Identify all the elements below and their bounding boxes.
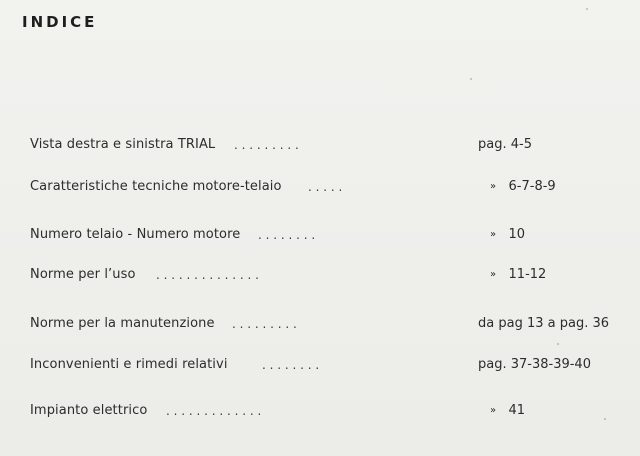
toc-entry-pages xyxy=(478,313,609,336)
toc-entry xyxy=(0,134,640,156)
toc-entry-page-numbers: pag. 4-5 xyxy=(478,137,532,152)
toc-entry-label: Norme per la manutenzione xyxy=(30,316,215,331)
leader-dots: . . . . . . . . xyxy=(258,228,316,242)
toc-entry-label: Inconvenienti e rimedi relativi xyxy=(30,357,228,372)
toc-entry xyxy=(0,264,640,286)
toc-entry-page-numbers: 6-7-8-9 xyxy=(508,179,556,194)
toc-entry-page-numbers: da pag 13 a pag. 36 xyxy=(478,316,610,331)
toc-entry-label: Impianto elettrico xyxy=(30,403,148,418)
toc-entry-label: Caratteristiche tecniche motore-telaio xyxy=(30,179,282,194)
toc-entry-pages xyxy=(490,176,556,199)
leader-dots: . . . . . . . . . . . . . . xyxy=(156,268,259,282)
toc-entry-page-numbers: 11-12 xyxy=(508,267,547,282)
leader-dots: . . . . . . . . . xyxy=(234,138,299,152)
ditto-mark: » xyxy=(490,405,497,416)
toc-entry-pages xyxy=(478,354,591,377)
leader-dots: . . . . . . . . . . . . . xyxy=(166,404,262,418)
paper-speck xyxy=(557,343,559,345)
toc-entry-pages xyxy=(478,134,532,157)
toc-entry xyxy=(0,176,640,198)
paper-speck xyxy=(470,78,472,80)
paper-speck xyxy=(604,418,606,420)
leader-dots: . . . . . . . . xyxy=(262,358,320,372)
paper-speck xyxy=(586,8,588,10)
toc-entry xyxy=(0,313,640,335)
toc-entry xyxy=(0,354,640,376)
page-title: INDICE xyxy=(22,13,98,31)
toc-entry-page-numbers: pag. 37-38-39-40 xyxy=(478,357,591,372)
toc-entry-pages xyxy=(490,400,525,423)
toc-entry-pages xyxy=(490,224,525,247)
toc-entry-label: Norme per l’uso xyxy=(30,267,136,282)
toc-entry-pages xyxy=(490,264,546,287)
toc-entry-label: Vista destra e sinistra TRIAL xyxy=(30,137,216,152)
leader-dots: . . . . . xyxy=(308,180,343,194)
ditto-mark: » xyxy=(490,269,497,280)
leader-dots: . . . . . . . . . xyxy=(232,317,297,331)
toc-entry xyxy=(0,224,640,246)
ditto-mark: » xyxy=(490,181,497,192)
ditto-mark: » xyxy=(490,229,497,240)
toc-entry-label: Numero telaio - Numero motore xyxy=(30,227,241,242)
toc-entry xyxy=(0,400,640,422)
toc-entry-page-numbers: 10 xyxy=(508,227,526,242)
toc-entry-page-numbers: 41 xyxy=(508,403,526,418)
